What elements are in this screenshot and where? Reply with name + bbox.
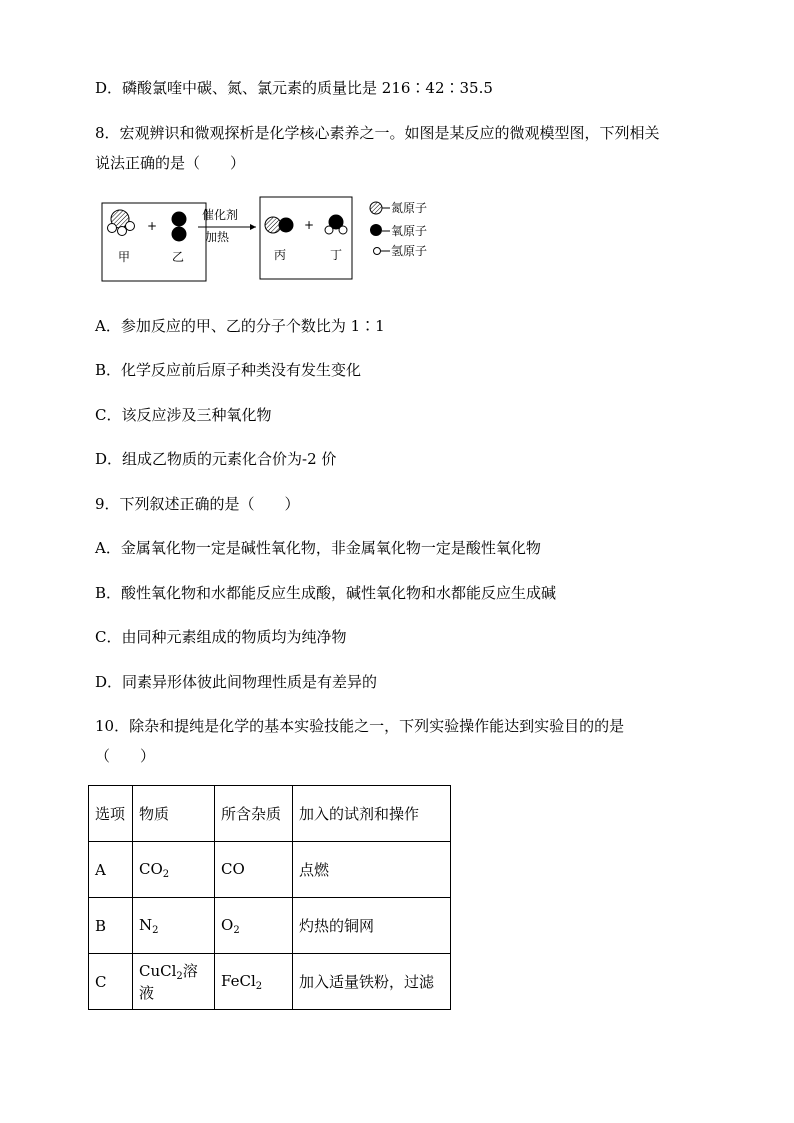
cell-option: C [89, 954, 133, 1010]
q9-option-d: D．同素异形体彼此间物理性质是有差异的 [95, 673, 378, 691]
hydrogen-atom-icon [108, 224, 117, 233]
q7-option-d: D．磷酸氯喹中碳、氮、氯元素的质量比是 216∶42∶35.5 [95, 79, 493, 97]
condition-heat: 加热 [205, 230, 230, 244]
q8-stem-line1: 8．宏观辨识和微观探析是化学核心素养之一。如图是某反应的微观模型图，下列相关 [95, 124, 660, 142]
table-row [89, 954, 451, 1010]
molecule-ding [325, 215, 347, 235]
q9-option-b: B．酸性氧化物和水都能反应生成酸，碱性氧化物和水都能反应生成碱 [95, 584, 557, 602]
oxygen-atom-icon [279, 218, 294, 233]
molecule-bing [265, 217, 294, 233]
q9-stem: 9．下列叙述正确的是（ ） [95, 495, 300, 513]
cell-substance: $N_2$ [133, 898, 215, 954]
cell-substance: CuCl$_2$溶液 [133, 954, 215, 1010]
cell-substance: $CO_2$ [133, 842, 215, 898]
plus-sign: + [304, 218, 315, 232]
oxygen-atom-icon [172, 227, 187, 242]
legend-nitrogen: 氮原子 [391, 201, 428, 215]
q8-stem-line2: 说法正确的是（ ） [95, 154, 246, 172]
cell-impurity: CO [215, 842, 293, 898]
table-row [89, 898, 451, 954]
label-bing: 丙 [274, 248, 287, 262]
oxygen-atom-icon [370, 224, 382, 236]
hydrogen-atom-icon [339, 226, 347, 234]
reaction-diagram-svg [100, 195, 450, 285]
molecule-jia [108, 210, 135, 236]
q9-option-c: C．由同种元素组成的物质均为纯净物 [95, 628, 347, 646]
q10-stem-line1: 10．除杂和提纯是化学的基本实验技能之一，下列实验操作能达到实验目的的是 [95, 717, 625, 735]
table-row [89, 842, 451, 898]
hydrogen-atom-icon [118, 227, 127, 236]
molecule-yi [172, 212, 187, 242]
product-box [260, 197, 352, 279]
label-jia: 甲 [118, 250, 131, 264]
hydrogen-atom-icon [374, 248, 381, 255]
cell-operation: 灼热的铜网 [293, 898, 451, 954]
q8-option-b: B．化学反应前后原子种类没有发生变化 [95, 361, 362, 379]
label-ding: 丁 [330, 248, 343, 262]
header-operation: 加入的试剂和操作 [293, 786, 451, 842]
header-impurity: 所含杂质 [215, 786, 293, 842]
condition-catalyst: 催化剂 [202, 208, 239, 222]
legend [370, 201, 427, 258]
cell-operation: 点燃 [293, 842, 451, 898]
oxygen-atom-icon [172, 212, 187, 227]
impurity-removal-table [88, 785, 451, 1010]
label-yi: 乙 [172, 250, 185, 264]
q8-option-a: A．参加反应的甲、乙的分子个数比为 1∶1 [95, 317, 385, 335]
q10-stem-line2: （ ） [95, 747, 156, 765]
cell-option: A [89, 842, 133, 898]
hydrogen-atom-icon [325, 226, 333, 234]
nitrogen-atom-icon [370, 202, 382, 214]
arrow-head-icon [250, 224, 256, 230]
header-option: 选项 [89, 786, 133, 842]
cell-option: B [89, 898, 133, 954]
header-substance: 物质 [133, 786, 215, 842]
cell-impurity: FeCl$_2$ [215, 954, 293, 1010]
q9-option-a: A．金属氧化物一定是碱性氧化物，非金属氧化物一定是酸性氧化物 [95, 539, 541, 557]
legend-oxygen: 氧原子 [391, 224, 428, 238]
reaction-micro-model-diagram [100, 195, 450, 285]
plus-sign: + [147, 219, 158, 233]
legend-hydrogen: 氢原子 [391, 244, 428, 258]
hydrogen-atom-icon [126, 222, 135, 231]
q8-option-c: C．该反应涉及三种氧化物 [95, 406, 272, 424]
table-header-row [89, 786, 451, 842]
cell-operation: 加入适量铁粉，过滤 [293, 954, 451, 1010]
cell-impurity: $O_2$ [215, 898, 293, 954]
q8-option-d: D．组成乙物质的元素化合价为-2 价 [95, 450, 337, 468]
